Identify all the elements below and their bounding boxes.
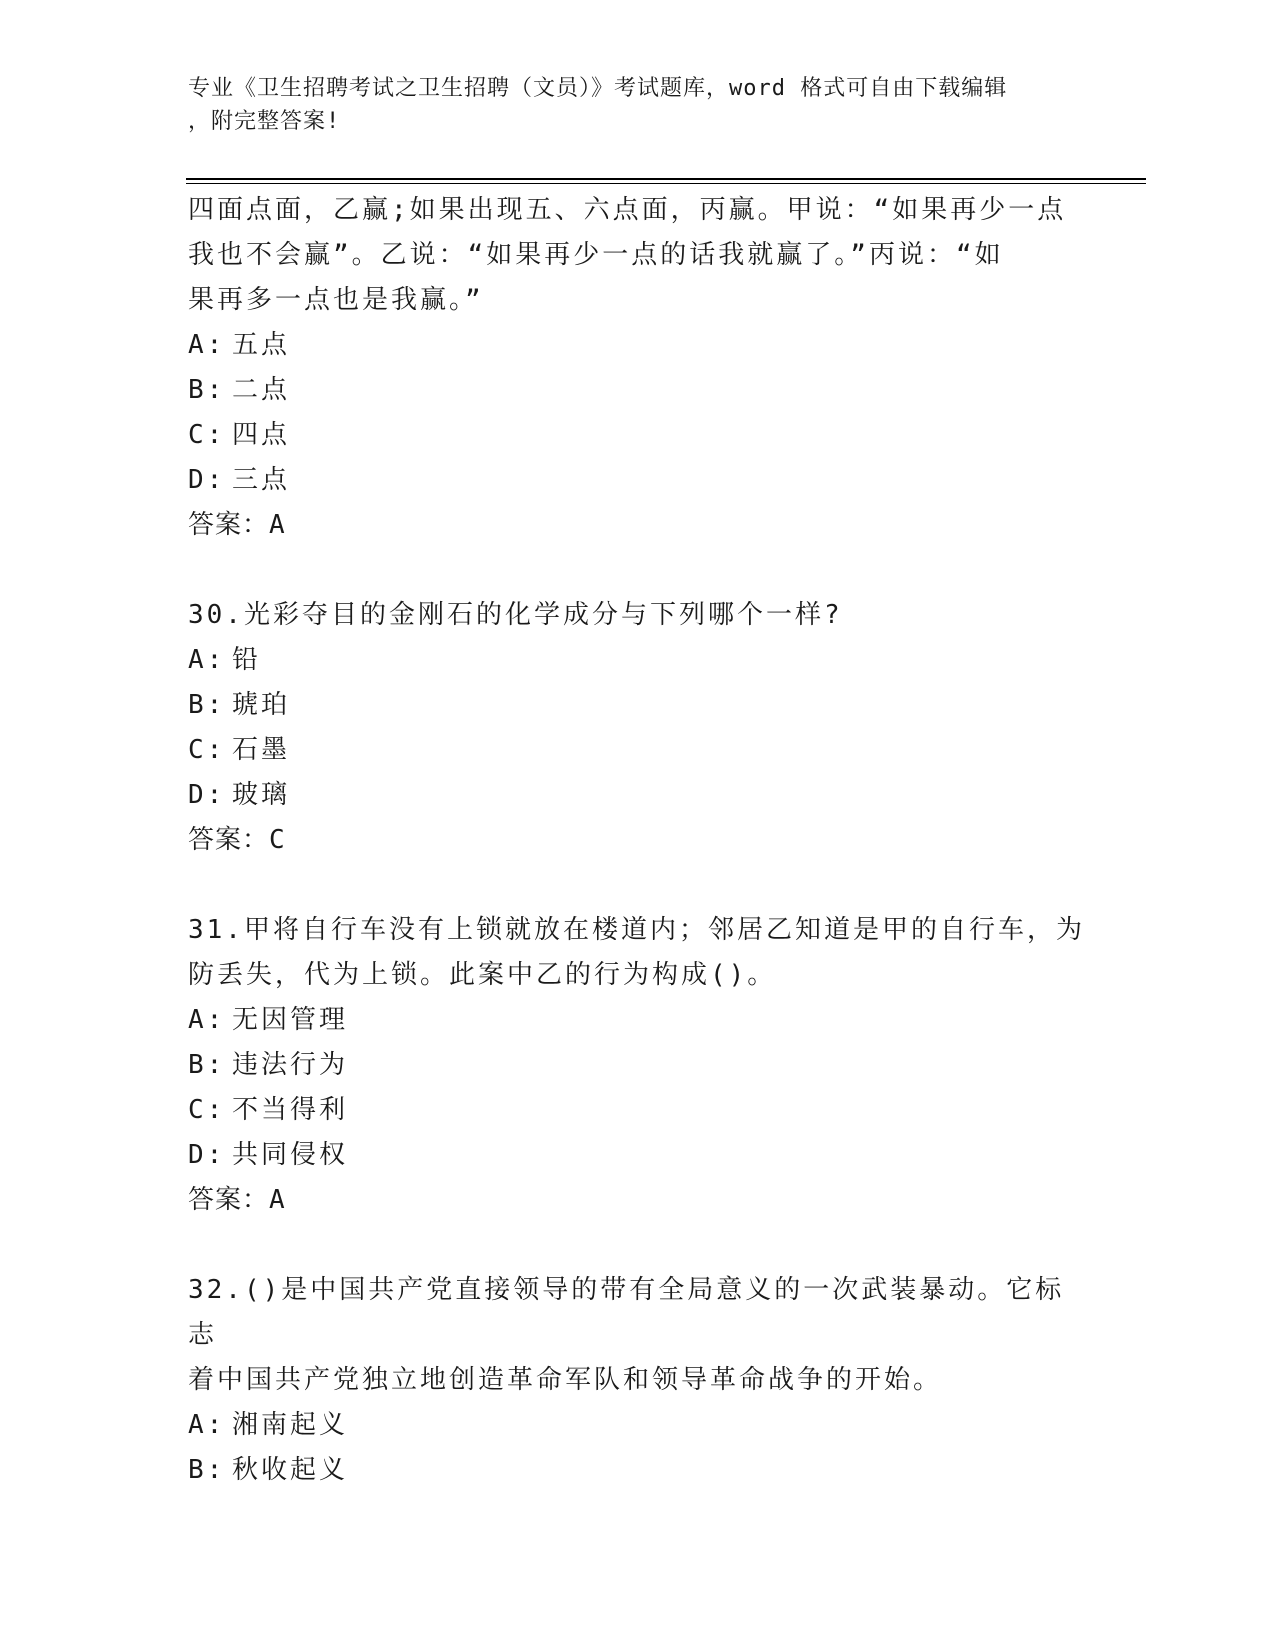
option-d <box>188 1133 1088 1178</box>
header-divider <box>186 178 1146 180</box>
option-d <box>188 773 1088 818</box>
answer-value: A <box>269 510 286 540</box>
answer-value: C <box>269 825 286 855</box>
option-letter: B: <box>188 1050 226 1080</box>
option-a <box>188 1403 1088 1448</box>
option-letter: B: <box>188 690 226 720</box>
option-b <box>188 683 1088 728</box>
option-text: 湘南起义 <box>232 1410 349 1440</box>
option-text: 共同侵权 <box>232 1140 349 1170</box>
answer-label: 答案： <box>188 1185 270 1215</box>
question-text: 四面点面，乙赢;如果出现五、六点面，丙赢。甲说：“如果再少一点 我也不会赢”。乙说：“如果再少一点的话我就赢了。”丙说：“如 果再多一点也是我赢。” <box>188 195 1067 315</box>
option-text: 石墨 <box>232 735 291 765</box>
option-text: 无因管理 <box>232 1005 349 1035</box>
option-letter: D: <box>188 465 226 495</box>
option-d <box>188 458 1088 503</box>
question-32 <box>188 1268 1088 1493</box>
option-a <box>188 998 1088 1043</box>
option-text: 违法行为 <box>232 1050 349 1080</box>
question-29-continued <box>188 188 1088 548</box>
answer-value: A <box>269 1185 286 1215</box>
question-text: 30.光彩夺目的金刚石的化学成分与下列哪个一样? <box>188 600 843 630</box>
option-letter: A: <box>188 645 226 675</box>
option-b <box>188 1448 1088 1493</box>
option-text: 不当得利 <box>232 1095 349 1125</box>
header-divider-thin <box>186 183 1146 184</box>
option-c <box>188 728 1088 773</box>
option-text: 三点 <box>232 465 291 495</box>
header-line-1: 专业《卫生招聘考试之卫生招聘（文员）》考试题库，word 格式可自由下载编辑 <box>188 76 1008 101</box>
answer-line <box>188 818 1088 863</box>
option-text: 五点 <box>232 330 291 360</box>
option-c <box>188 1088 1088 1133</box>
option-b <box>188 368 1088 413</box>
option-letter: C: <box>188 1095 226 1125</box>
question-text: 32.()是中国共产党直接领导的带有全局意义的一次武装暴动。它标志 着中国共产党独立地创造革命军队和领导革命战争的开始。 <box>188 1275 1065 1395</box>
question-31 <box>188 908 1088 1223</box>
option-c <box>188 413 1088 458</box>
option-text: 二点 <box>232 375 291 405</box>
option-letter: D: <box>188 780 226 810</box>
document-header <box>188 72 1068 138</box>
option-text: 四点 <box>232 420 291 450</box>
option-letter: C: <box>188 735 226 765</box>
option-letter: A: <box>188 1005 226 1035</box>
header-line-2: ，附完整答案! <box>188 109 341 134</box>
answer-label: 答案： <box>188 825 270 855</box>
option-text: 秋收起义 <box>232 1455 349 1485</box>
answer-label: 答案： <box>188 510 270 540</box>
option-letter: B: <box>188 1455 226 1485</box>
answer-line <box>188 503 1088 548</box>
option-letter: A: <box>188 1410 226 1440</box>
option-a <box>188 638 1088 683</box>
option-text: 铅 <box>232 645 262 675</box>
option-text: 琥珀 <box>232 690 291 720</box>
option-letter: B: <box>188 375 226 405</box>
option-text: 玻璃 <box>232 780 291 810</box>
option-letter: D: <box>188 1140 226 1170</box>
option-b <box>188 1043 1088 1088</box>
question-text: 31.甲将自行车没有上锁就放在楼道内；邻居乙知道是甲的自行车，为 防丢失，代为上锁。此案中乙的行为构成()。 <box>188 915 1085 990</box>
option-a <box>188 323 1088 368</box>
question-30 <box>188 593 1088 863</box>
option-letter: C: <box>188 420 226 450</box>
option-letter: A: <box>188 330 226 360</box>
question-list <box>188 188 1088 1493</box>
answer-line <box>188 1178 1088 1223</box>
